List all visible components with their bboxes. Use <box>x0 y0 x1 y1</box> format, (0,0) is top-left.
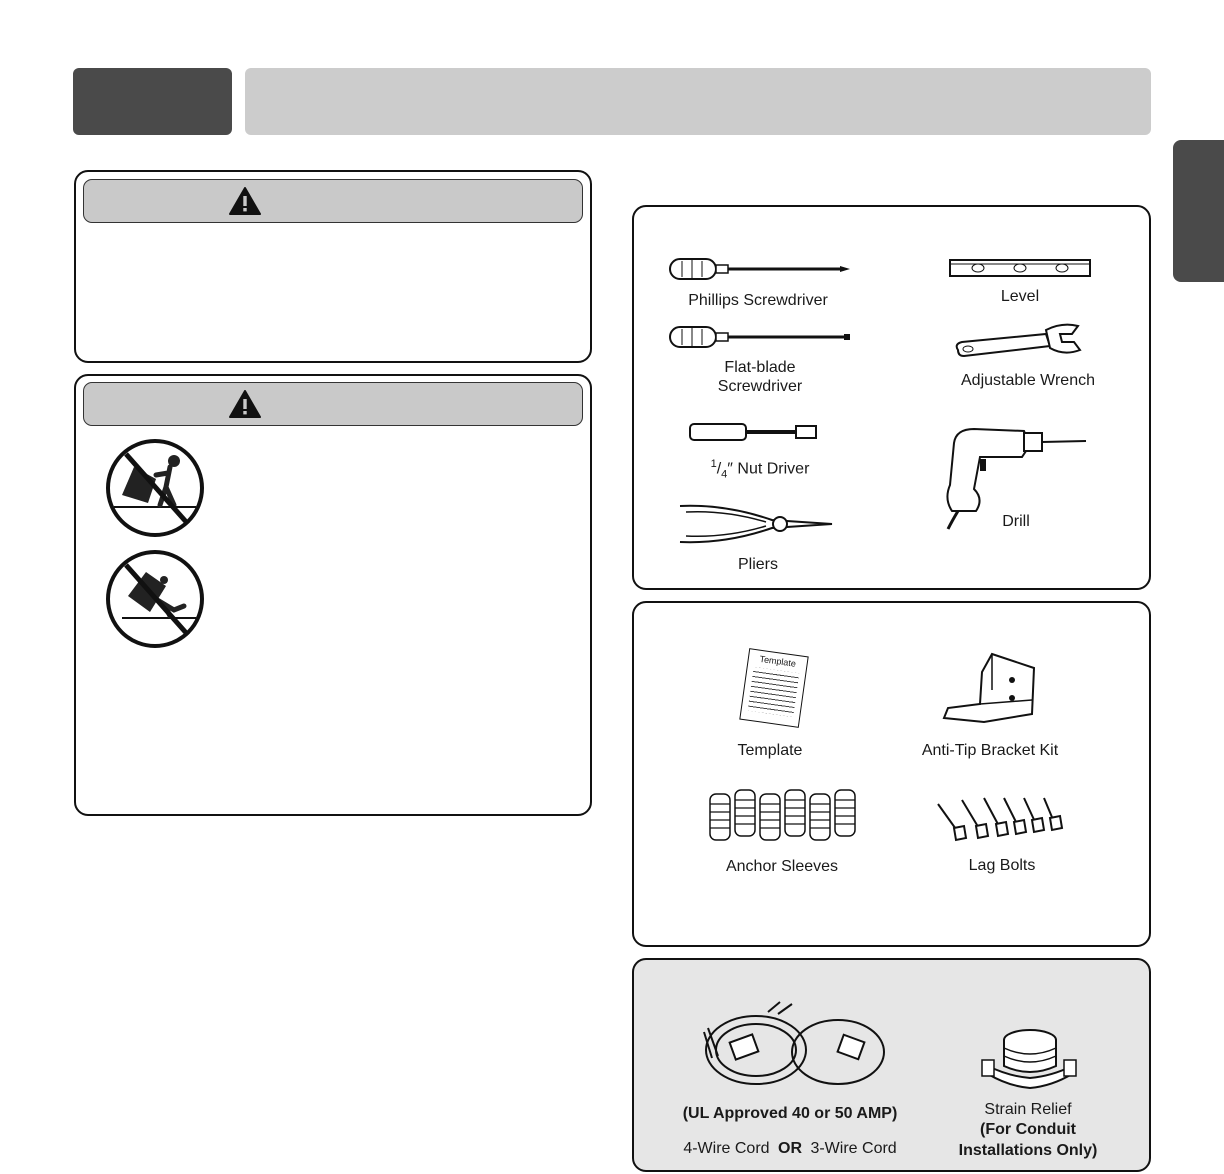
phillips-screwdriver-label: Phillips Screwdriver <box>688 292 828 309</box>
three-wire-cord-label: 3-Wire Cord <box>810 1140 897 1157</box>
flat-blade-label-line1: Flat-blade <box>724 359 796 376</box>
template-sheet-title: Template <box>758 653 797 669</box>
nut-driver-denominator: 4 <box>721 468 728 481</box>
level-label: Level <box>1000 288 1040 305</box>
lag-bolts-label: Lag Bolts <box>968 857 1036 874</box>
pliers-label: Pliers <box>737 556 778 573</box>
conduit-note-line1: (For Conduit <box>980 1121 1076 1138</box>
language-side-tab <box>1173 140 1224 282</box>
lag-bolts-icon <box>932 794 1072 846</box>
no-climbing-icon <box>104 437 206 539</box>
anchor-sleeves-label: Anchor Sleeves <box>725 858 839 875</box>
no-tipping-icon <box>104 548 206 650</box>
nut-driver-numerator: 1 <box>710 458 717 470</box>
warning-triangle-icon <box>228 389 262 419</box>
anchor-sleeves-icon <box>708 788 860 842</box>
parts-box <box>632 601 1151 947</box>
strain-relief-icon <box>978 1016 1078 1090</box>
section-title-bar <box>245 68 1151 135</box>
adjustable-wrench-label: Adjustable Wrench <box>961 372 1095 389</box>
flat-blade-screwdriver-icon <box>668 323 854 351</box>
template-sheet-lines <box>748 667 800 717</box>
drill-label: Drill <box>1002 513 1030 530</box>
pliers-icon <box>676 498 836 550</box>
strain-relief-label: Strain Relief <box>984 1101 1072 1118</box>
cord-rating-label: (UL Approved 40 or 50 AMP) <box>682 1105 898 1122</box>
level-icon <box>948 256 1092 278</box>
nut-driver-text: ″ Nut Driver <box>727 460 810 478</box>
phillips-screwdriver-icon <box>668 255 854 283</box>
conduit-note-line2: Installations Only) <box>958 1142 1098 1159</box>
anti-tip-bracket-label: Anti-Tip Bracket Kit <box>921 742 1059 759</box>
anti-tip-bracket-icon <box>940 650 1040 726</box>
warning-header-1 <box>83 179 583 223</box>
section-number-block <box>73 68 232 135</box>
four-wire-cord-label: 4-Wire Cord <box>683 1140 770 1157</box>
template-label: Template <box>737 742 803 759</box>
flat-blade-label-line2: Screwdriver <box>717 378 803 395</box>
warning-header-2 <box>83 382 583 426</box>
nut-driver-label <box>670 455 850 485</box>
power-cord-icon <box>698 998 890 1092</box>
or-label: OR <box>778 1140 802 1157</box>
cord-options <box>660 1139 920 1158</box>
nut-driver-icon <box>688 421 820 443</box>
adjustable-wrench-icon <box>950 320 1086 360</box>
fraction-slash: / <box>716 460 722 478</box>
warning-triangle-icon <box>228 186 262 216</box>
template-sheet <box>739 648 808 728</box>
